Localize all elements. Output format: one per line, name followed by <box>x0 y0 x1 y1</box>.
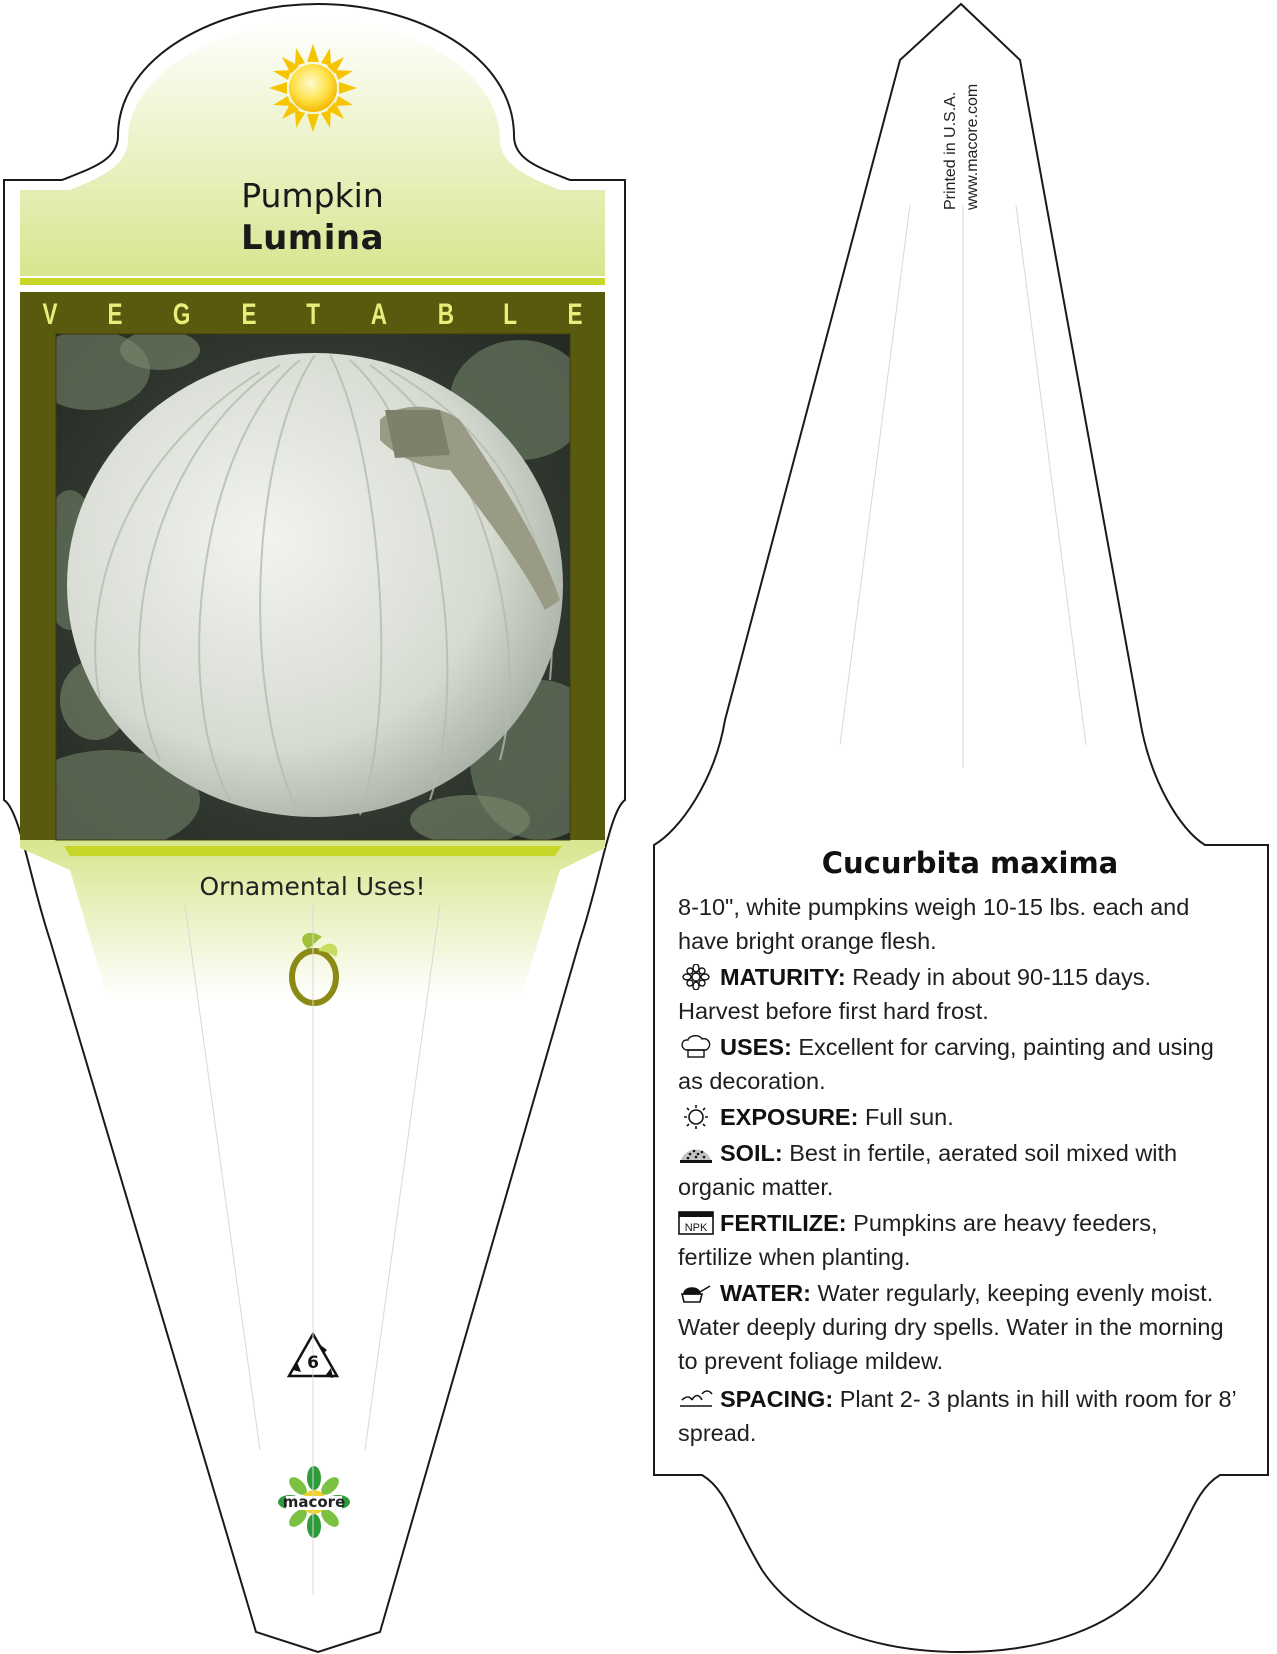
npk-icon <box>678 1210 714 1236</box>
brand-name: macore <box>282 1493 346 1511</box>
category-letter: V <box>42 298 58 331</box>
category-letter: E <box>107 298 123 331</box>
variety-name: Lumina <box>240 218 385 258</box>
printed-in-text: Printed in U.S.A. <box>942 91 959 210</box>
care-label: MATURITY: <box>720 964 846 990</box>
care-label: FERTILIZE: <box>720 1210 847 1236</box>
pumpkin-photo <box>20 330 610 850</box>
website-text: www.macore.com <box>964 83 981 210</box>
chef-hat-icon <box>678 1034 714 1060</box>
description: 8-10", white pumpkins weigh 10-15 lbs. each and have bright orange flesh. <box>678 894 1190 954</box>
care-soil <box>678 1136 1238 1204</box>
soil-icon <box>678 1140 714 1166</box>
lower-panel-rule <box>64 846 562 856</box>
common-name: Pumpkin <box>241 176 384 215</box>
category-letter: E <box>241 298 257 331</box>
care-spacing <box>678 1382 1238 1450</box>
care-uses <box>678 1030 1238 1098</box>
care-text: Excellent for carving, painting and using as decoration. <box>678 1034 1214 1094</box>
svg-text:NPK: NPK <box>684 1222 708 1234</box>
care-label: EXPOSURE: <box>720 1104 859 1130</box>
care-text: Water regularly, keeping evenly moist. Water deeply during dry spells. Water in the morning to prevent foliage mildew. <box>678 1280 1224 1374</box>
care-text: Ready in about 90-115 days. Harvest before first hard frost. <box>678 964 1152 1024</box>
category-letter: A <box>370 298 387 331</box>
care-water <box>678 1276 1238 1378</box>
category-letter: L <box>503 298 518 331</box>
watering-can-icon <box>678 1280 714 1306</box>
category-label <box>40 298 585 332</box>
botanical-name: Cucurbita maxima <box>821 846 1119 880</box>
care-text: Plant 2- 3 plants in hill with room for 8’ spread. <box>678 1386 1236 1446</box>
flower-icon <box>678 964 714 990</box>
care-fertilize <box>678 1206 1238 1274</box>
highlight-text: Ornamental Uses! <box>199 872 426 901</box>
sun-outline-icon <box>678 1104 714 1130</box>
category-letter: B <box>437 298 454 331</box>
care-exposure <box>678 1100 1238 1134</box>
care-text: Pumpkins are heavy feeders, fertilize when planting. <box>678 1210 1158 1270</box>
care-text: Full sun. <box>864 1104 954 1130</box>
header-rule <box>20 278 605 285</box>
category-letter: G <box>173 298 191 331</box>
sun-icon <box>269 44 357 132</box>
recycle-number: 6 <box>307 1353 319 1373</box>
care-text: Best in fertile, aerated soil mixed with organic matter. <box>678 1140 1178 1200</box>
care-maturity <box>678 960 1238 1028</box>
spacing-icon <box>678 1386 714 1412</box>
care-label: USES: <box>720 1034 792 1060</box>
category-letter: E <box>567 298 583 331</box>
care-label: SOIL: <box>720 1140 783 1166</box>
category-letter: T <box>306 298 321 331</box>
care-label: SPACING: <box>720 1386 834 1412</box>
printed-credits <box>940 10 1000 210</box>
care-label: WATER: <box>720 1280 811 1306</box>
